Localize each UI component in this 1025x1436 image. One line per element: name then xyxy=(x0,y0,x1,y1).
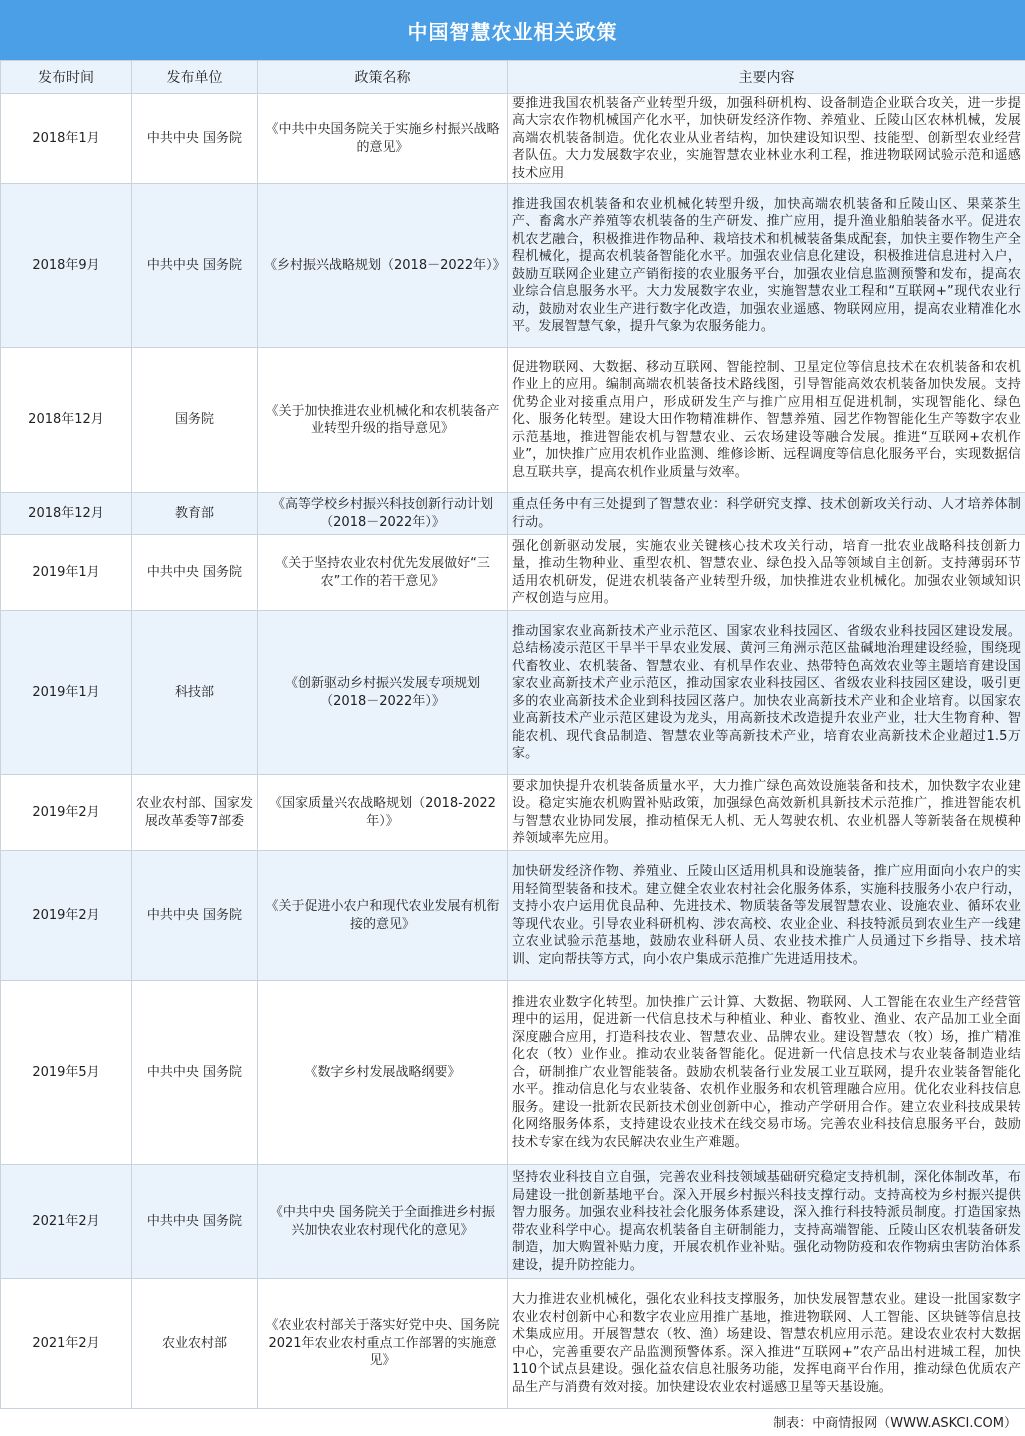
cell-content: 重点任务中有三处提到了智慧农业：科学研究支撑、技术创新攻关行动、人才培养体制行动。 xyxy=(508,493,1025,535)
cell-content: 加快研发经济作物、养殖业、丘陵山区适用机具和设施装备，推广应用面向小农户的实用轻简型装备和技术。建立健全农业农村社会化服务体系，实施科技服务小农户行动，支持小农户运用优良品种、先进技术、物质装备等发展智慧农业、设施农业、循环农业等现代农业。引导农业科研机构、涉农高校、农业企业、科技特派员到农业生产一线建立农业试验示范基地，鼓励农业科研人员、农业技术推广人员通过下乡指导、技术培训、定向帮扶等方式，向小农户集成示范推广先进适用技术。 xyxy=(508,851,1025,981)
table-row xyxy=(1,493,1025,535)
source-footer: 制表：中商情报网（WWW.ASKCI.COM） xyxy=(773,1416,1017,1431)
table-row xyxy=(1,775,1025,851)
cell-content: 大力推进农业机械化，强化农业科技支撑服务，加快发展智慧农业。建设一批国家数字农业农村创新中心和数字农业应用推广基地，推进物联网、人工智能、区块链等信息技术集成应用。开展智慧农（牧、渔）场建设、智慧农机应用示范。建设农业农村大数据中心，完善重要农产品监测预警体系。深入推进“互联网+”农产品出村进城工程，加快110个试点县建设。强化益农信息社服务功能，发挥电商平台作用，推动绿色优质农产品生产与消费有效对接。加快建设农业农村遥感卫星等天基设施。 xyxy=(508,1279,1025,1409)
header-date: 发布时间 xyxy=(1,61,132,94)
cell-date: 2018年12月 xyxy=(1,493,132,535)
table-row xyxy=(1,348,1025,493)
cell-policy: 《数字乡村发展战略纲要》 xyxy=(258,981,508,1165)
cell-date: 2021年2月 xyxy=(1,1165,132,1279)
table-header-row xyxy=(1,61,1025,94)
cell-policy: 《创新驱动乡村振兴发展专项规划（2018－2022年）》 xyxy=(258,611,508,775)
table-row xyxy=(1,1279,1025,1409)
cell-content: 推进我国农机装备和农业机械化转型升级，加快高端农机装备和丘陵山区、果菜茶生产、畜禽水产养殖等农机装备的生产研发、推广应用，提升渔业船舶装备水平。促进农机农艺融合，积极推进作物品种、栽培技术和机械装备集成配套，加快主要作物生产全程机械化，提高农机装备智能化水平。加强农业信息化建设，积极推进信息进村入户，鼓励互联网企业建立产销衔接的农业服务平台，加强农业信息监测预警和发布，提高农业综合信息服务水平。大力发展数字农业，实施智慧农业工程和“互联网+”现代农业行动，鼓励对农业生产进行数字化改造，加强农业遥感、物联网应用，提高农业精准化水平。发展智慧气象，提升气象为农服务能力。 xyxy=(508,184,1025,348)
cell-policy: 《乡村振兴战略规划（2018－2022年）》 xyxy=(258,184,508,348)
table-row xyxy=(1,1165,1025,1279)
cell-policy: 《关于坚持农业农村优先发展做好“三农”工作的若干意见》 xyxy=(258,535,508,611)
cell-policy: 《农业农村部关于落实好党中央、国务院2021年农业农村重点工作部署的实施意见》 xyxy=(258,1279,508,1409)
cell-content: 推进农业数字化转型。加快推广云计算、大数据、物联网、人工智能在农业生产经营管理中的运用，促进新一代信息技术与种植业、种业、畜牧业、渔业、农产品加工业全面深度融合应用，打造科技农业、智慧农业、品牌农业。建设智慧农（牧）场，推广精准化农（牧）业作业。推动农业装备智能化。促进新一代信息技术与农业装备制造业结合，研制推广农业智能装备。鼓励农机装备行业发展工业互联网，提升农业装备智能化水平。推动信息化与农业装备、农机作业服务和农机管理融合应用。优化农业科技信息服务。建设一批新农民新技术创业创新中心，推动产学研用合作。建立农业科技成果转化网络服务体系，支持建设农业技术在线交易市场。完善农业科技信息服务平台，鼓励技术专家在线为农民解决农业生产难题。 xyxy=(508,981,1025,1165)
cell-content: 推动国家农业高新技术产业示范区、国家农业科技园区、省级农业科技园区建设发展。总结杨凌示范区干旱半干旱农业发展、黄河三角洲示范区盐碱地治理建设经验，围绕现代畜牧业、农机装备、智慧农业、有机旱作农业、热带特色高效农业等主题培育建设国家农业高新技术产业示范区，推动国家农业科技园区、省级农业科技园区建设，吸引更多的农业高新技术企业到科技园区落户。加快农业高新技术产业和企业培育。以国家农业高新技术产业示范区建设为龙头，用高新技术改造提升农业产业，壮大生物育种、智能农机、现代食品制造、智慧农业等高新技术产业，培育农业高新技术企业超过1.5万家。 xyxy=(508,611,1025,775)
cell-policy: 《中共中央国务院关于实施乡村振兴战略的意见》 xyxy=(258,94,508,184)
cell-date: 2018年9月 xyxy=(1,184,132,348)
cell-policy: 《高等学校乡村振兴科技创新行动计划（2018－2022年）》 xyxy=(258,493,508,535)
cell-org: 中共中央 国务院 xyxy=(132,535,258,611)
cell-org: 农业农村部 xyxy=(132,1279,258,1409)
table-row xyxy=(1,184,1025,348)
cell-org: 教育部 xyxy=(132,493,258,535)
cell-date: 2018年12月 xyxy=(1,348,132,493)
header-org: 发布单位 xyxy=(132,61,258,94)
header-policy: 政策名称 xyxy=(258,61,508,94)
header-content: 主要内容 xyxy=(508,61,1025,94)
cell-org: 中共中央 国务院 xyxy=(132,851,258,981)
cell-date: 2018年1月 xyxy=(1,94,132,184)
cell-content: 要求加快提升农机装备质量水平，大力推广绿色高效设施装备和技术，加快数字农业建设。稳定实施农机购置补贴政策，加强绿色高效新机具新技术示范推广，推进智能农机与智慧农业协同发展，推动植保无人机、无人驾驶农机、农业机器人等新装备在规模种养领域率先应用。 xyxy=(508,775,1025,851)
cell-org: 中共中央 国务院 xyxy=(132,184,258,348)
cell-org: 中共中央 国务院 xyxy=(132,94,258,184)
table-row xyxy=(1,851,1025,981)
cell-policy: 《中共中央 国务院关于全面推进乡村振兴加快农业农村现代化的意见》 xyxy=(258,1165,508,1279)
page-title: 中国智慧农业相关政策 xyxy=(0,0,1025,60)
table-row xyxy=(1,94,1025,184)
cell-org: 国务院 xyxy=(132,348,258,493)
cell-content: 促进物联网、大数据、移动互联网、智能控制、卫星定位等信息技术在农机装备和农机作业上的应用。编制高端农机装备技术路线图，引导智能高效农机装备加快发展。支持优势企业对接重点用户，形成研发生产与推广应用相互促进机制，实现智能化、绿色化、服务化转型。建设大田作物精准耕作、智慧养殖、园艺作物智能化生产等数字农业示范基地，推进智能农机与智慧农业、云农场建设等融合发展。推进“互联网+农机作业”，加快推广应用农机作业监测、维修诊断、远程调度等信息化服务平台，实现数据信息互联共享，提高农机作业质量与效率。 xyxy=(508,348,1025,493)
cell-org: 农业农村部、国家发展改革委等7部委 xyxy=(132,775,258,851)
table-row xyxy=(1,981,1025,1165)
table-row xyxy=(1,535,1025,611)
cell-content: 强化创新驱动发展，实施农业关键核心技术攻关行动，培育一批农业战略科技创新力量，推动生物种业、重型农机、智慧农业、绿色投入品等领域自主创新。支持薄弱环节适用农机研发，促进农机装备产业转型升级，加快推进农业机械化。加强农业领域知识产权创造与应用。 xyxy=(508,535,1025,611)
cell-policy: 《国家质量兴农战略规划（2018-2022年）》 xyxy=(258,775,508,851)
table-row xyxy=(1,611,1025,775)
cell-org: 中共中央 国务院 xyxy=(132,1165,258,1279)
cell-date: 2019年1月 xyxy=(1,535,132,611)
cell-org: 科技部 xyxy=(132,611,258,775)
cell-date: 2019年5月 xyxy=(1,981,132,1165)
cell-date: 2019年2月 xyxy=(1,775,132,851)
cell-content: 坚持农业科技自立自强，完善农业科技领域基础研究稳定支持机制，深化体制改革，布局建设一批创新基地平台。深入开展乡村振兴科技支撑行动。支持高校为乡村振兴提供智力服务。加强农业科技社会化服务体系建设，深入推行科技特派员制度。打造国家热带农业科学中心。提高农机装备自主研制能力，支持高端智能、丘陵山区农机装备研发制造，加大购置补贴力度，开展农机作业补贴。强化动物防疫和农作物病虫害防治体系建设，提升防控能力。 xyxy=(508,1165,1025,1279)
cell-policy: 《关于加快推进农业机械化和农机装备产业转型升级的指导意见》 xyxy=(258,348,508,493)
cell-date: 2019年2月 xyxy=(1,851,132,981)
cell-content: 要推进我国农机装备产业转型升级，加强科研机构、设备制造企业联合攻关，进一步提高大宗农作物机械国产化水平，加快研发经济作物、养殖业、丘陵山区农林机械，发展高端农机装备制造。优化农业从业者结构，加快建设知识型、技能型、创新型农业经营者队伍。大力发展数字农业，实施智慧农业林业水利工程，推进物联网试验示范和遥感技术应用 xyxy=(508,94,1025,184)
cell-org: 中共中央 国务院 xyxy=(132,981,258,1165)
cell-date: 2019年1月 xyxy=(1,611,132,775)
cell-date: 2021年2月 xyxy=(1,1279,132,1409)
policy-table xyxy=(0,60,1025,1409)
cell-policy: 《关于促进小农户和现代农业发展有机衔接的意见》 xyxy=(258,851,508,981)
